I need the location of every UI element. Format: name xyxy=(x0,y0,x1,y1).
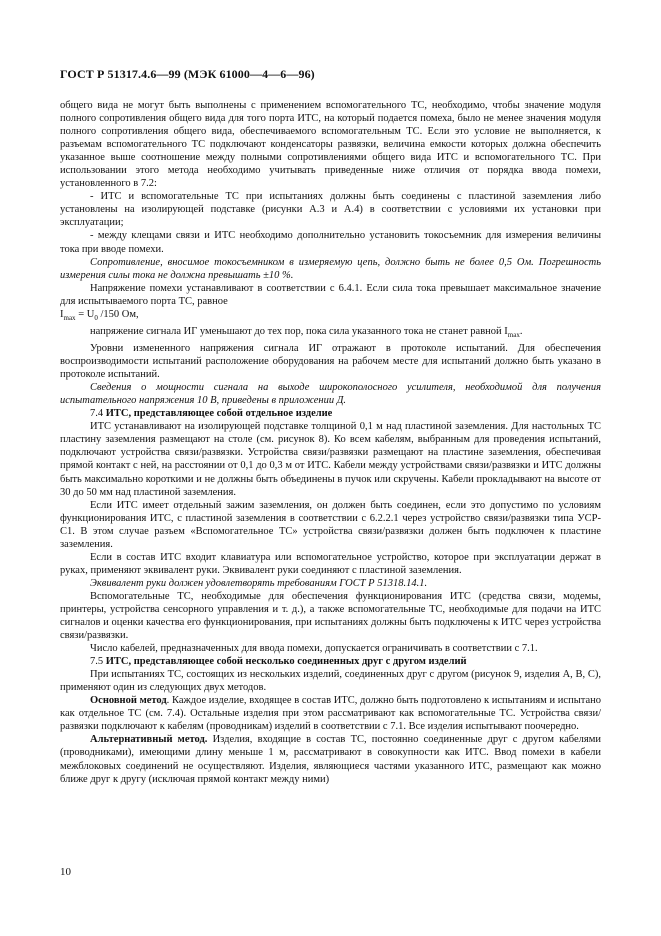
note-paragraph: Эквивалент руки должен удовлетворять требованиям ГОСТ Р 51318.14.1. xyxy=(90,577,428,589)
section-heading-7-4 xyxy=(60,407,601,420)
formula-rhs-subscript: 0 xyxy=(94,313,98,322)
paragraph-alt-method xyxy=(60,733,601,785)
paragraph-main-method: Основной метод. Каждое изделие, входящее в состав ИТС, должно быть подготовлено к испытаниям и испытано как отдельное ТС (см. 7.4). Остальные изделия при этом рассматривают как вспомогательные ТС. Устройства связи/развязки подключают к кабелям (проводникам) изделий в соответствии с 7.1. Все изделия испытывают поочередно. xyxy=(60,695,601,733)
paragraph: Если ИТС имеет отдельный зажим заземления, он должен быть соединен, если это допустимо по условиям функционирования ИТС, с пластиной заземления в соответствии с 6.2.2.1 через устройство связи/развязки типа УСР-С1. В этом случае разъем «Вспомогательное ТС» устройства связи/развязки должен быть подключен к пластине заземления. xyxy=(60,499,601,550)
paragraph-text: Изделия, входящие в состав ТС, постоянно соединенные друг с другом кабелями (проводниками), имеющими длину меньше 1 м, рассматривают в совокупности как ИТС. Ввод помехи в кабели межблоковых соединений не осуществляют. Изделия, являющиеся частями указанного ИТС, размещают как можно ближе друг к другу (исключая прямой контакт между ними) xyxy=(60,734,601,785)
paragraph-text: Каждое изделие, входящее в состав ИТС, должно быть подготовлено к испытаниям и испытано как отдельное ТС (см. 7.4). Остальные изделия при этом рассматривают как вспомогательные ТС. Устройства связи/развязки подключают к кабелям (проводникам) изделий в соответствии с 7.1. Все изделия испытывают поочередно. xyxy=(60,695,601,733)
paragraph: общего вида не могут быть выполнены с применением вспомогательного ТС, необходимо, чтобы значение модуля полного сопротивления общего вида для того порта ИТС, на который подается помеха, было не менее значения модуля полного сопротивления общего вида, обеспечиваемого вспомогательным ТС. Если это условие не выполняется, к разъемам вспомогательного ТС подключают конденсаторы развязки, величина емкости которых должна обеспечить указанное выше соотношение между полными сопротивлениями общего вида ИТС и вспомогательного ТС. При использовании этого метода необходимо учитывать приведенные ниже отличия от порядка ввода помехи, установленного в 7.2: xyxy=(60,100,601,190)
paragraph-text: напряжение сигнала ИГ уменьшают до тех пор, пока сила указанного тока не станет равной I xyxy=(90,325,508,337)
note-paragraph: Сведения о мощности сигнала на выходе широкополосного усилителя, необходимой для получения испытательного напряжения 10 В, приведены в приложении Д. xyxy=(60,382,601,407)
paragraph: Если в состав ИТС входит клавиатура или вспомогательное устройство, которое при эксплуатации держат в руках, применяют эквивалент руки. Эквивалент руки соединяют с пластиной заземления. xyxy=(60,551,601,576)
formula-rhs-tail: /150 Ом, xyxy=(97,308,139,320)
formula-lhs: I xyxy=(60,308,64,320)
document-header: ГОСТ Р 51317.4.6—99 (МЭК 61000—4—6—96) xyxy=(60,67,315,81)
imax-subscript: max xyxy=(507,330,520,339)
section-heading-7-5 xyxy=(60,655,601,668)
main-method-label: Основной метод xyxy=(90,695,167,707)
section-number: 7.4 xyxy=(90,408,104,420)
paragraph: Число кабелей, предназначенных для ввода помехи, допускается ограничивать в соответствии с 7.1. xyxy=(90,643,538,655)
note-paragraph: Сопротивление, вносимое токосъемником в измеряемую цепь, должно быть не более 0,5 Ом. Погрешность измерения силы тока не должна превышать ±10 %. xyxy=(60,256,601,281)
section-title: ИТС, представляющее собой отдельное изделие xyxy=(105,408,333,420)
paragraph-imax: напряжение сигнала ИГ уменьшают до тех пор, пока сила указанного тока не станет равной $I_{max}$. xyxy=(90,325,523,339)
paragraph: Уровни измененного напряжения сигнала ИГ отражают в протоколе испытаний. Для обеспечения воспроизводимости испытаний расположение оборудования на рабочем месте для испытаний должно быть указано в протоколе испытаний. xyxy=(60,343,601,381)
paragraph: Вспомогательные ТС, необходимые для обеспечения функционирования ИТС (средства связи, модемы, принтеры, устройства сенсорного управления и т. д.), а также вспомогательные ТС, необходимые для подачи на ИТС сигналов и оценки качества его функционирования, при испытаниях должны быть подключены к ИТС через устройства связи/развязки. xyxy=(60,590,601,642)
paragraph: Напряжение помехи устанавливают в соответствии с 6.4.1. Если сила тока превышает максимальное значение для испытываемого порта ТС, равное xyxy=(60,282,601,307)
document-body xyxy=(60,99,601,786)
section-title: ИТС, представляющее собой несколько соединенных друг с другом изделий xyxy=(105,656,467,668)
paragraph: ИТС устанавливают на изолирующей подставке толщиной 0,1 м над пластиной заземления. Для настольных ТС пластину заземления размещают на столе (см. рисунок 8). Ко всем кабелям, выбранным для проведения испытаний, подключают устройства связи/развязки. Устройства связи/развязки размещают на пластине заземления, обеспечивая прямой контакт с ней, на расстоянии от 0,1 до 0,3 м от ИТС. Кабели между устройствами связи/развязки и ИТС должны быть максимально короткими и не должны быть объединены в пучок или скручены. Кабели прокладывают на высоте от 30 до 50 мм над пластиной заземления. xyxy=(60,421,601,498)
page-number: 10 xyxy=(60,866,71,878)
paragraph: - между клещами связи и ИТС необходимо дополнительно установить токосъемник для измерения величины тока при вводе помехи. xyxy=(60,230,601,255)
paragraph: - ИТС и вспомогательные ТС при испытаниях должны быть соединены с пластиной заземления либо установлены на изолирующей подставке (рисунки А.3 и А.4) в соответствии с условиями их установки при эксплуатации; xyxy=(60,191,601,229)
section-number: 7.5 xyxy=(90,656,104,668)
formula-rhs: = U xyxy=(75,308,95,320)
formula-imax xyxy=(60,308,601,325)
formula-lhs-subscript: max xyxy=(63,313,76,322)
paragraph: При испытаниях ТС, состоящих из нескольких изделий, соединенных друг с другом (рисунок 9, изделия А, В, С), применяют один из следующих двух методов. xyxy=(60,669,601,694)
alt-method-label: Альтернативный метод. xyxy=(90,734,208,746)
